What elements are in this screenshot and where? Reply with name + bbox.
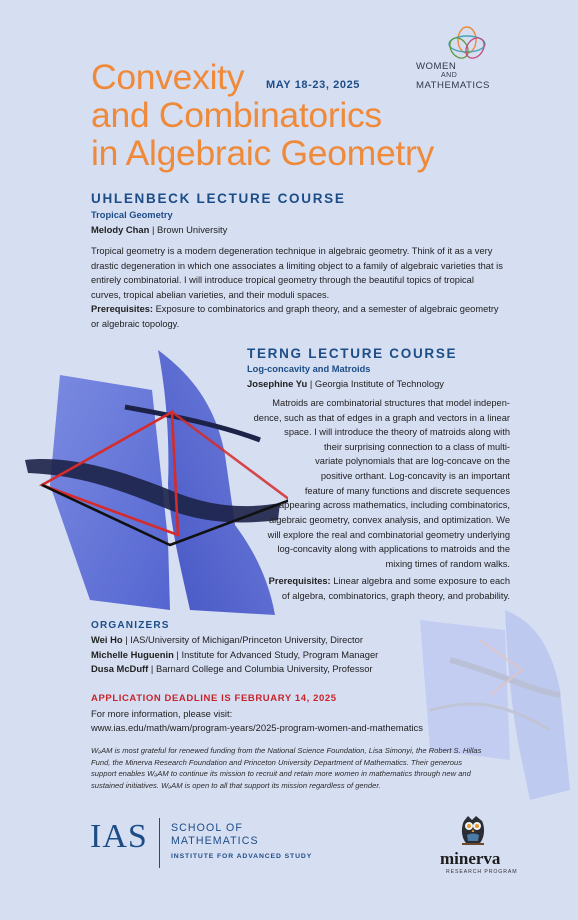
prereq-text: Linear algebra and some exposure to each — [330, 576, 510, 586]
more-info-text: For more information, please visit: — [91, 708, 233, 719]
uhlenbeck-heading: UHLENBECK LECTURE COURSE — [91, 191, 346, 206]
speaker-name: Melody Chan — [91, 224, 150, 235]
institute-name: INSTITUTE FOR ADVANCED STUDY — [171, 853, 313, 860]
prereq-text-cont: of algebra, combinatorics, graph theory, and probability. — [281, 591, 510, 601]
minerva-wordmark: minerva — [440, 849, 501, 868]
ack-line: support enables WₔAM to continue its mission to recruit and retain more women in mathematics through new and — [91, 769, 471, 778]
description-line: feature of many functions and discrete sequences — [304, 486, 510, 496]
ias-logo: IAS — [90, 818, 148, 855]
description-line: curves, tropical abelian varieties, and their moduli spaces. — [91, 289, 330, 300]
knot-icon — [444, 26, 490, 62]
description-line: log-concavity along with applications to matroids and the — [277, 544, 510, 554]
description-line: space. I will introduce the theory of matroids along with — [284, 427, 510, 437]
funding-acknowledgment — [91, 745, 561, 791]
organizer-item — [91, 648, 378, 663]
title-line-2: and Combinatorics — [91, 95, 382, 135]
organizers-list — [91, 633, 378, 677]
title-line-1: Convexity — [91, 57, 245, 97]
minerva-subtitle: RESEARCH PROGRAM — [446, 869, 518, 875]
description-line: will explore the real and combinatorial geometry underlying — [267, 530, 510, 540]
description-line: mixing times of random walks. — [385, 559, 510, 569]
description-line: positive orthant. Log-concavity is an important — [320, 471, 510, 481]
terng-heading: TERNG LECTURE COURSE — [247, 346, 458, 361]
ack-line: WₔAM is most grateful for renewed funding from the National Science Foundation, Lisa Simonyi, the Robert S. Hillas — [91, 746, 482, 755]
uhlenbeck-speaker — [91, 224, 227, 235]
description-line: drastic degeneration in which one associates a limiting object to a family of algebraic varieties that is — [91, 260, 503, 271]
wam-line-1: WOMEN — [416, 61, 457, 72]
wam-line-2: AND — [441, 72, 458, 79]
organizer-name: Dusa McDuff — [91, 663, 149, 675]
organizer-item — [91, 633, 378, 648]
organizer-affil: | Barnard College and Columbia University, Professor — [148, 663, 373, 675]
school-line-1: SCHOOL OF — [171, 822, 243, 834]
prereq-text-cont: or algebraic topology. — [91, 318, 180, 329]
school-of-mathematics — [171, 822, 259, 848]
uhlenbeck-description — [91, 244, 561, 332]
terng-subtitle: Log-concavity and Matroids — [247, 364, 371, 374]
description-line: variate polynomials that are log-concave on the — [315, 456, 510, 466]
application-deadline: APPLICATION DEADLINE IS FEBRUARY 14, 2025 — [91, 693, 337, 704]
school-line-2: MATHEMATICS — [171, 835, 259, 847]
prereq-label: Prerequisites: — [268, 576, 331, 586]
owl-icon — [458, 813, 488, 849]
program-link[interactable]: www.ias.edu/math/wam/program-years/2025-program-women-and-mathematics — [91, 722, 423, 733]
terng-speaker — [247, 378, 444, 389]
description-line: appearing across mathematics, including combinatorics, — [279, 500, 510, 510]
title-line-3: in Algebraic Geometry — [91, 133, 434, 173]
wam-line-3: MATHEMATICS — [416, 80, 490, 91]
description-line: algebraic geometry, convex analysis, and optimization. We — [269, 515, 510, 525]
description-line: Matroids are combinatorial structures that model indepen- — [272, 398, 510, 408]
ias-divider — [159, 818, 160, 868]
uhlenbeck-subtitle: Tropical Geometry — [91, 210, 173, 220]
organizer-affil: | Institute for Advanced Study, Program Manager — [173, 648, 379, 660]
ack-line: Fund, the Minerva Research Foundation and Princeton University Department of Mathematics. Their generous — [91, 757, 463, 767]
speaker-affiliation: | Brown University — [149, 224, 228, 235]
organizer-item — [91, 662, 378, 677]
description-line: their surprising connection to a class of multi- — [323, 442, 510, 452]
event-date: MAY 18-23, 2025 — [266, 79, 361, 91]
prereq-text: Exposure to combinatorics and graph theory, and a semester of algebraic geometry — [153, 304, 499, 315]
ack-line: sustained initiatives. WₔAM is open to all that support its mission regardless of gender. — [91, 780, 381, 790]
prerequisites — [91, 302, 561, 317]
organizer-affil: | IAS/University of Michigan/Princeton University, Director — [122, 634, 363, 645]
organizers-heading: ORGANIZERS — [91, 620, 170, 631]
description-line: entirely combinatorial. I will introduce tropical geometry through the beautiful topics of tropical — [91, 275, 474, 286]
prereq-label: Prerequisites: — [91, 304, 154, 315]
wam-logo-text — [416, 61, 526, 91]
organizer-name: Michelle Huguenin — [91, 648, 174, 660]
speaker-name: Josephine Yu — [247, 378, 308, 389]
organizer-name: Wei Ho — [91, 634, 123, 645]
prerequisites — [269, 576, 510, 586]
speaker-affiliation: | Georgia Institute of Technology — [307, 378, 444, 389]
description-line: dence, such as that of edges in a graph and vectors in a linear — [253, 413, 510, 423]
description-line: Tropical geometry is a modern degeneration technique in algebraic geometry. Think of it as a very — [91, 246, 493, 256]
